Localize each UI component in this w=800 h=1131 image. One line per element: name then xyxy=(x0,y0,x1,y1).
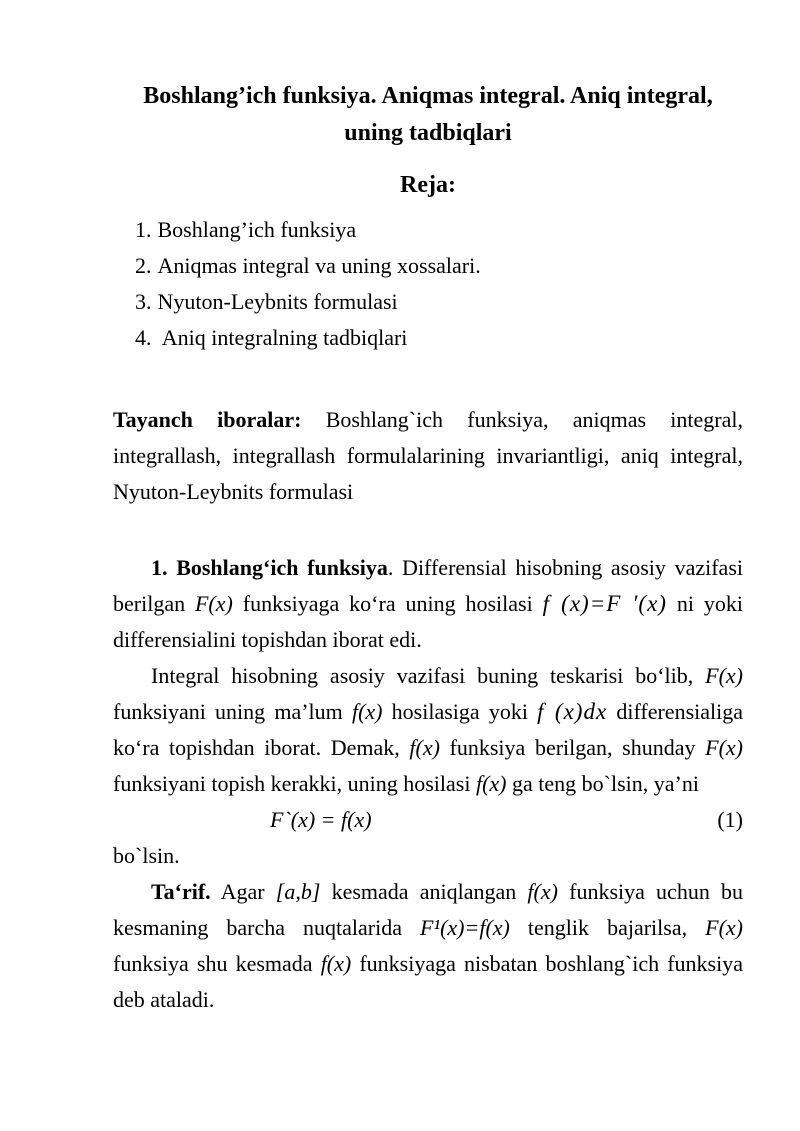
text-run: funksiyaga ko‘ra uning hosilasi xyxy=(232,591,543,616)
math-inline: f(x) xyxy=(527,879,558,904)
text-run: differensialiga ko‘ra topishdan iborat. Demak, xyxy=(113,699,743,760)
math-formula: f (x)dx xyxy=(537,699,608,724)
paragraph-bolsin xyxy=(113,838,743,874)
section-1-lead: 1. Boshlang‘ich funksiya xyxy=(151,555,388,580)
plan-item-label: Nyuton-Leybnits formulasi xyxy=(157,289,398,314)
plan-item-number: 1. xyxy=(135,217,152,242)
plan-item-label: Aniq integralning tadbiqlari xyxy=(157,325,408,350)
math-inline: F(x) xyxy=(194,591,233,616)
plan-item-label: Aniqmas integral va uning xossalari. xyxy=(157,253,481,278)
math-inline: F(x) xyxy=(705,663,743,688)
text-run: tenglik bajarilsa, xyxy=(509,915,706,940)
plan-item xyxy=(135,284,743,320)
plan-list xyxy=(113,212,743,356)
math-inline: F(x) xyxy=(705,915,743,940)
text-run: kesmada aniqlangan xyxy=(320,879,528,904)
plan-item xyxy=(135,320,743,356)
math-inline: f(x) xyxy=(320,951,352,976)
paragraph-integral-task xyxy=(113,658,743,802)
text-run: funksiyaga nisbatan boshlang`ich funksiya deb ataladi. xyxy=(113,951,743,1012)
text-run: funksiyani topish kerakki, uning hosilasi xyxy=(113,771,476,796)
text-run: Integral hisobning asosiy vazifasi buning teskarisi bo‘lib, xyxy=(151,663,706,688)
text-run: funksiya shu kesmada xyxy=(113,951,321,976)
text-run: funksiya berilgan, shunday xyxy=(439,735,706,760)
math-inline: f(x) xyxy=(351,699,383,724)
paragraph-definition xyxy=(113,874,743,1018)
plan-item-label: Boshlang’ich funksiya xyxy=(157,217,357,242)
math-inline: f(x) xyxy=(475,771,507,796)
math-inline: [a,b] xyxy=(275,879,321,904)
keywords-label: Tayanch iboralar: xyxy=(113,407,302,432)
keywords-text: Boshlang`ich funksiya, aniqmas integral, integrallash, integrallash formulalarining invariantligi, aniq integral, Nyuton-Leybnits formulasi xyxy=(113,407,743,504)
plan-item xyxy=(135,212,743,248)
keywords-paragraph xyxy=(113,402,743,510)
math-inline: F¹(x)=f(x) xyxy=(420,915,510,940)
plan-item xyxy=(135,248,743,284)
text-run: bo`lsin. xyxy=(113,843,180,868)
text-run: ga teng bo`lsin, ya’ni xyxy=(506,771,699,796)
text-run: hosilasiga yoki xyxy=(382,699,538,724)
document-title: Boshlang’ich funksiya. Aniqmas integral. Aniq integral, uning tadbiqlari xyxy=(143,83,713,146)
text-run: ni yoki differensialini topishdan iborat edi. xyxy=(113,591,743,652)
text-run: funksiyani uning ma’lum xyxy=(113,699,352,724)
definition-lead: Ta‘rif. xyxy=(151,879,211,904)
paragraph-antiderivative xyxy=(113,550,743,658)
plan-item-number: 4. xyxy=(135,325,152,350)
text-run: . Differensial hisobning asosiy vazifasi berilgan xyxy=(113,555,743,616)
plan-heading: Reja: xyxy=(400,172,456,198)
plan-item-number: 2. xyxy=(135,253,152,278)
equation-1 xyxy=(113,802,743,838)
math-inline: F(x) xyxy=(705,735,743,760)
equation-body: F`(x) = f(x) xyxy=(270,807,372,832)
math-inline: f(x) xyxy=(409,735,440,760)
math-formula: f (x)=F ′(x) xyxy=(542,591,667,616)
text-run: Agar xyxy=(210,879,276,904)
equation-number: (1) xyxy=(717,807,743,832)
text-run: funksiya uchun bu kesmaning barcha nuqtalarida xyxy=(113,879,743,940)
plan-item-number: 3. xyxy=(135,289,152,314)
